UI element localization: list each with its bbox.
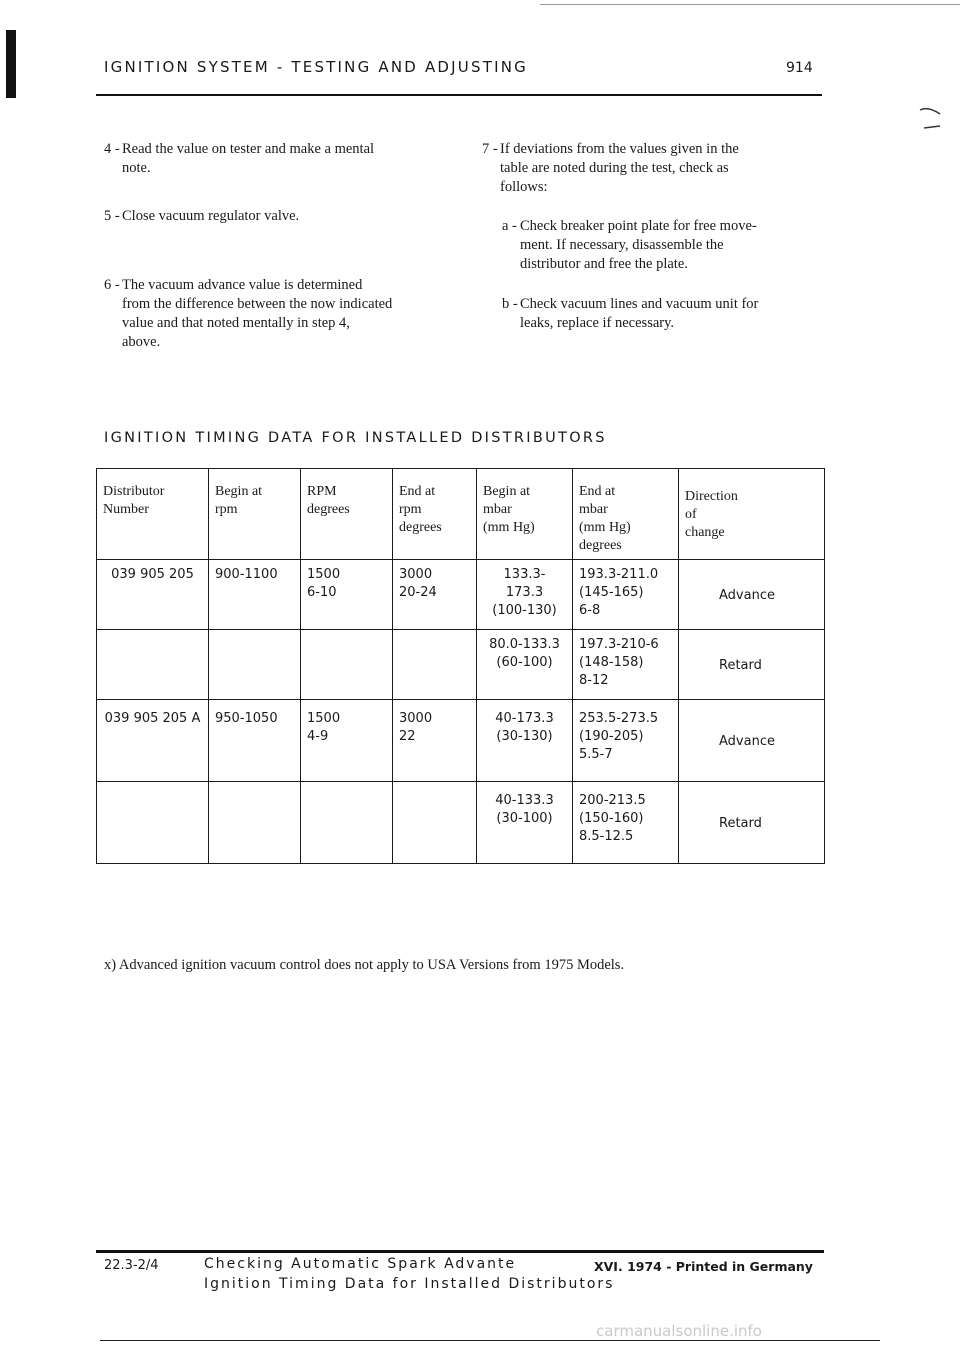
cell-distributor [97,630,209,700]
cell-distributor: 039 905 205 A [97,700,209,782]
cell-begin-rpm: 950-1050 [209,700,301,782]
step-5 [104,207,464,226]
table-row [97,782,825,864]
cell-direction: Retard [679,630,825,700]
cell-end-mbar: 253.5-273.5 (190-205) 5.5-7 [573,700,679,782]
header-rule [96,94,822,96]
col-begin-rpm: Begin at rpm [209,469,301,560]
cell-end-mbar: 197.3-210-6 (148-158) 8-12 [573,630,679,700]
ignition-timing-table [96,468,825,864]
step-text: Read the value on tester and make a mental note. [122,141,375,176]
footer-title-line-2: Ignition Timing Data for Installed Distributors [204,1276,615,1292]
step-7 [482,140,822,197]
table-row [97,700,825,782]
page-header-title: IGNITION SYSTEM - TESTING AND ADJUSTING [104,58,528,76]
cell-direction: Advance [679,700,825,782]
step-number: 7 - [482,141,498,157]
step-text: Check breaker point plate for free move- ment. If necessary, disassemble the distributor and free the plate. [520,218,757,272]
footer-print-date: XVI. 1974 - Printed in Germany [594,1259,813,1274]
cell-begin-mbar: 133.3- 173.3 (100-130) [477,560,573,630]
table-row [97,560,825,630]
watermark: carmanualsonline.info [596,1322,762,1340]
step-7b [502,295,822,333]
cell-begin-mbar: 40-133.3 (30-100) [477,782,573,864]
cell-distributor: 039 905 205 [97,560,209,630]
step-number: b - [502,296,518,312]
cell-distributor [97,782,209,864]
step-text: If deviations from the values given in the table are noted during the test, check as follows: [500,141,739,195]
footer-code: 22.3-2/4 [104,1258,159,1273]
col-direction: Direction of change [679,469,825,560]
bottom-edge-line [100,1340,880,1341]
cell-begin-mbar: 80.0-133.3 (60-100) [477,630,573,700]
step-number: 6 - [104,277,120,293]
cell-end-rpm [393,630,477,700]
table-row [97,630,825,700]
cell-direction: Advance [679,560,825,630]
step-7a [502,217,822,274]
step-text: Close vacuum regulator valve. [122,208,300,224]
footnote: x) Advanced ignition vacuum control does not apply to USA Versions from 1975 Models. [104,957,625,973]
cell-rpm-degrees [301,782,393,864]
cell-begin-rpm [209,782,301,864]
col-rpm-degrees: RPM degrees [301,469,393,560]
step-number: a - [502,218,517,234]
margin-mark-icon [918,106,948,136]
cell-end-rpm: 3000 22 [393,700,477,782]
footer-title-line-1: Checking Automatic Spark Advante [204,1256,517,1272]
cell-rpm-degrees [301,630,393,700]
col-distributor-number: Distributor Number [97,469,209,560]
step-6 [104,276,464,352]
step-text: Check vacuum lines and vacuum unit for leaks, replace if necessary. [520,296,759,331]
cell-end-rpm [393,782,477,864]
step-4 [104,140,464,178]
step-number: 5 - [104,208,120,224]
step-number: 4 - [104,141,120,157]
top-edge-line [540,4,960,5]
col-begin-mbar: Begin at mbar (mm Hg) [477,469,573,560]
col-end-rpm-degrees: End at rpm degrees [393,469,477,560]
cell-direction: Retard [679,782,825,864]
cell-end-mbar: 200-213.5 (150-160) 8.5-12.5 [573,782,679,864]
chapter-marker [6,30,16,98]
cell-begin-rpm: 900-1100 [209,560,301,630]
cell-begin-rpm [209,630,301,700]
cell-begin-mbar: 40-173.3 (30-130) [477,700,573,782]
footer-rule [96,1250,824,1253]
cell-rpm-degrees: 1500 4-9 [301,700,393,782]
step-text: The vacuum advance value is determined from the difference between the now indicated value and that noted mentally in step 4, above. [122,277,393,350]
col-end-mbar: End at mbar (mm Hg) degrees [573,469,679,560]
table-header-row [97,469,825,560]
cell-rpm-degrees: 1500 6-10 [301,560,393,630]
page-number: 914 [786,60,813,76]
cell-end-rpm: 3000 20-24 [393,560,477,630]
table-title: IGNITION TIMING DATA FOR INSTALLED DISTRIBUTORS [104,430,607,446]
cell-end-mbar: 193.3-211.0 (145-165) 6-8 [573,560,679,630]
